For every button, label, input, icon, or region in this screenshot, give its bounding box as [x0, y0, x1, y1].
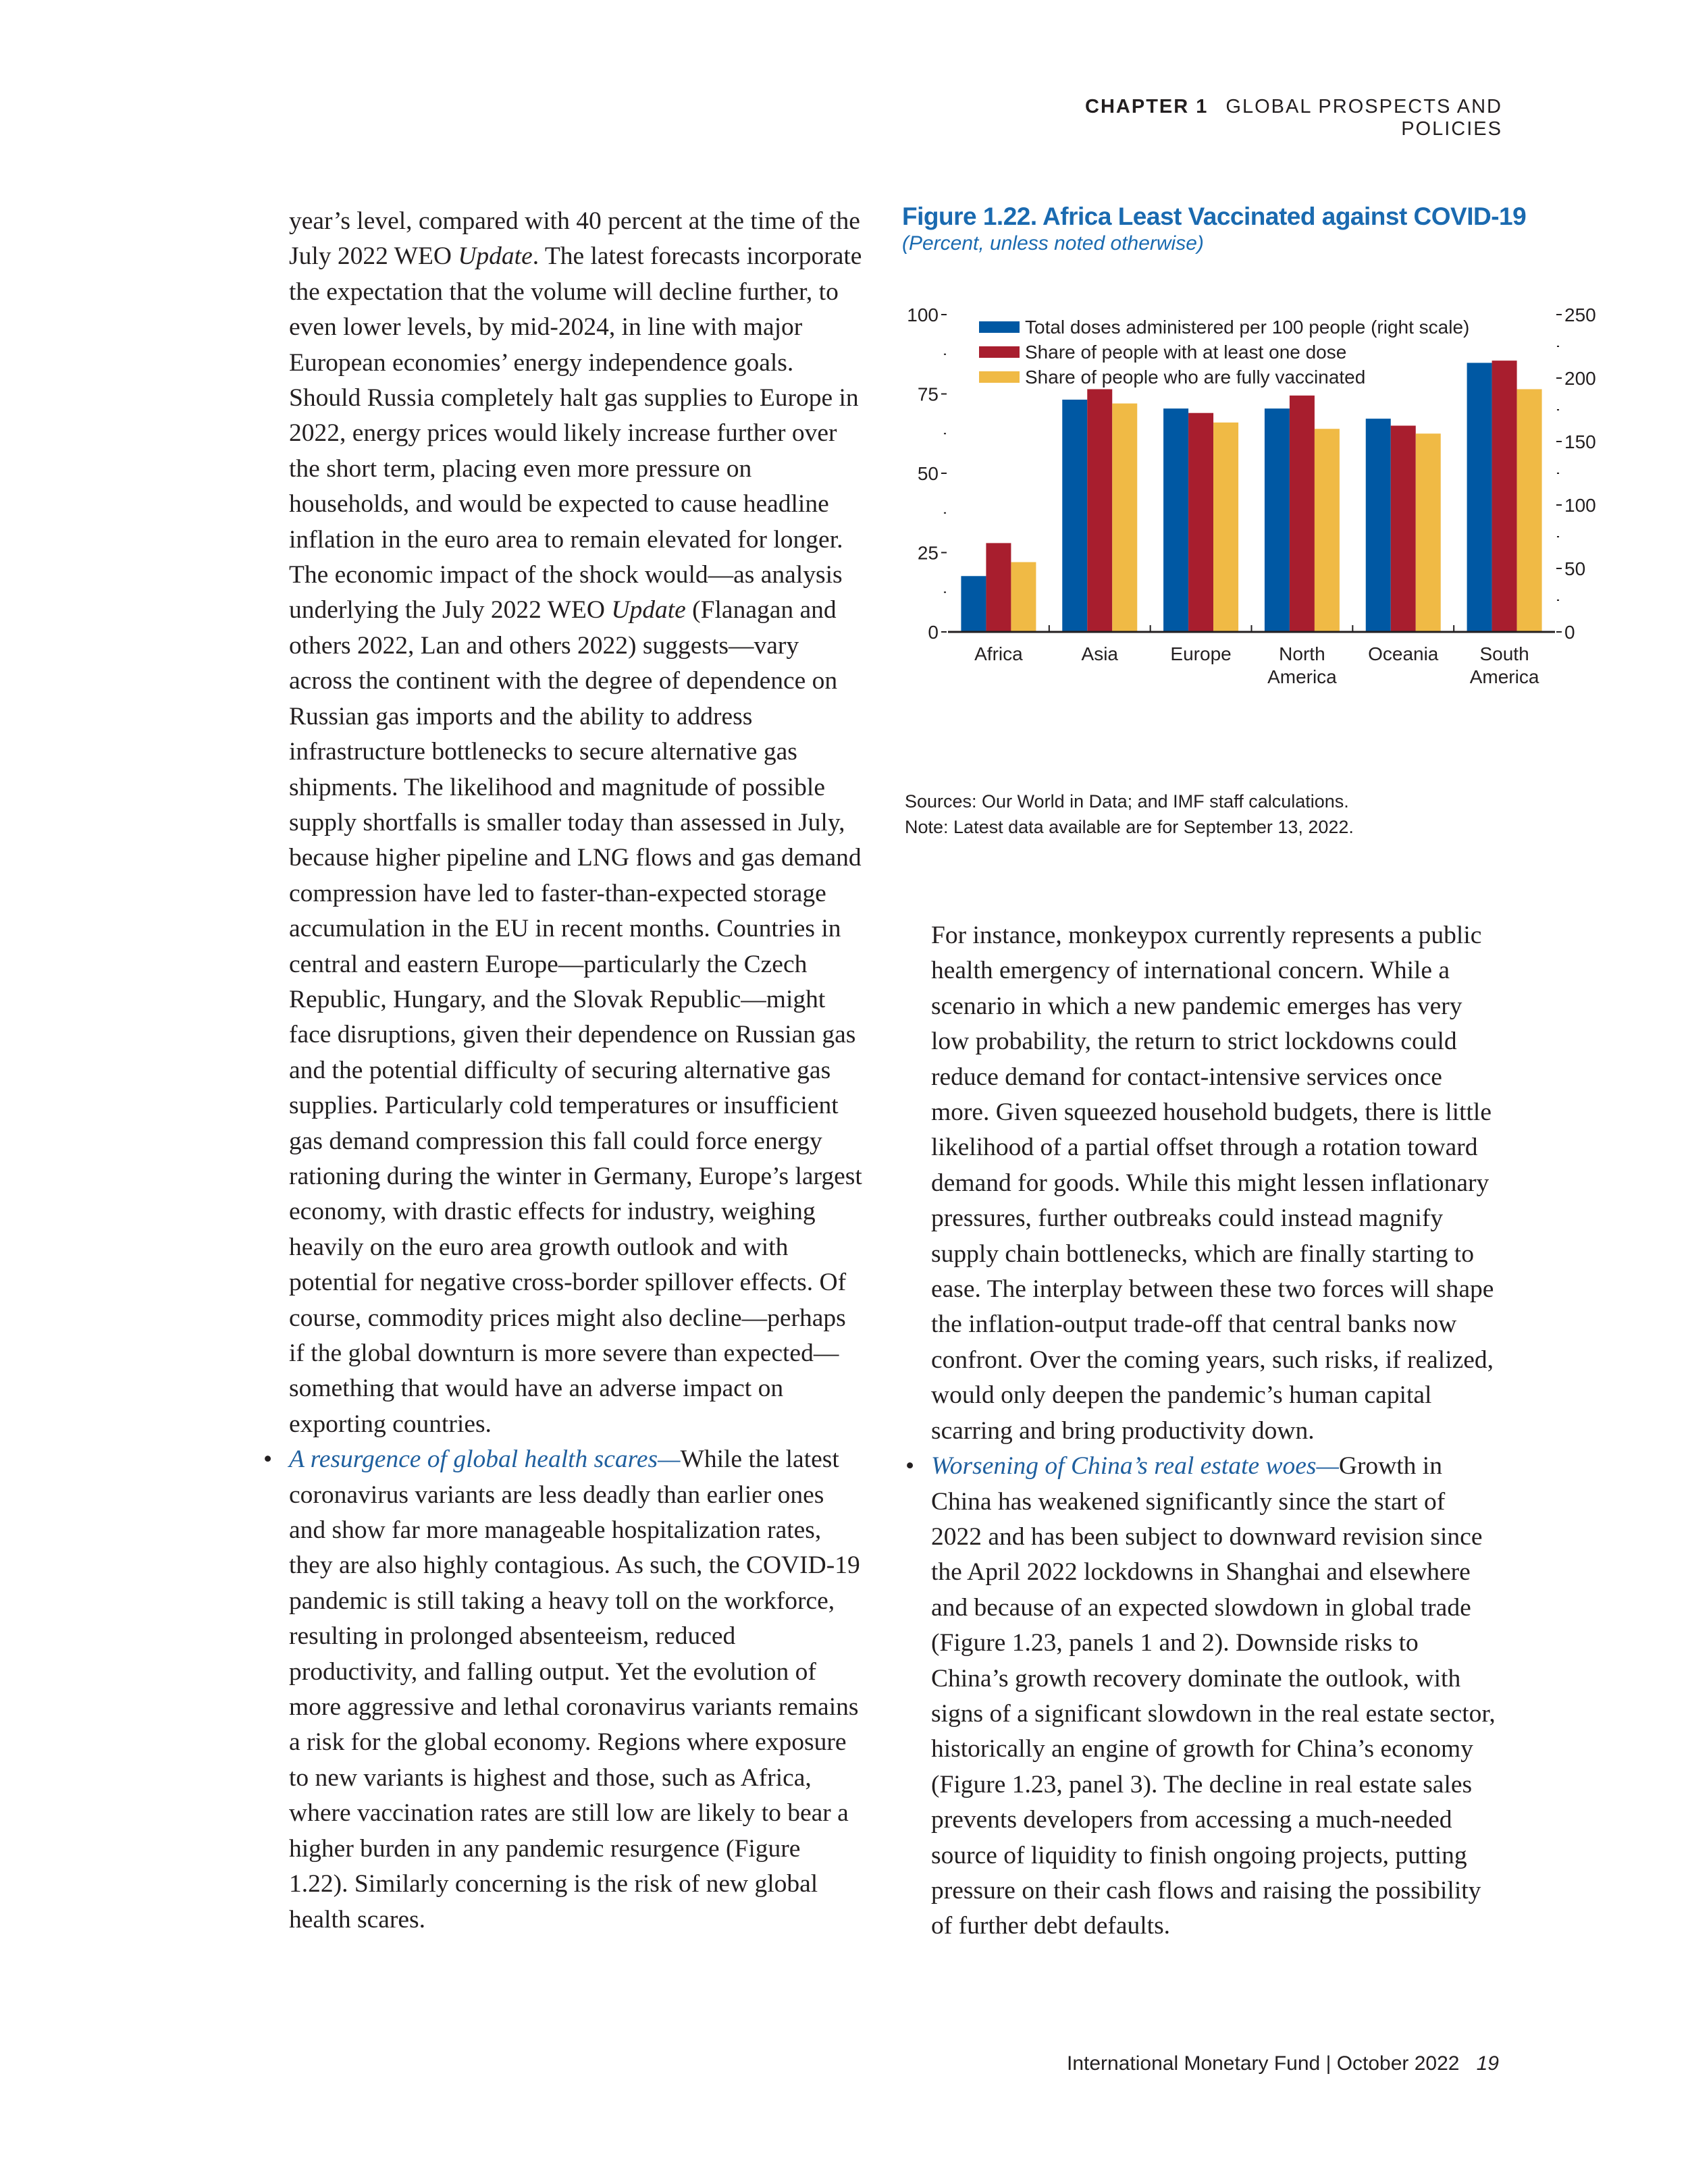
right-axis-label: 150 — [1564, 431, 1596, 452]
category-label: Oceania — [1368, 643, 1439, 664]
bar-chart — [891, 284, 1600, 770]
legend-label: Share of people who are fully vaccinated — [1025, 367, 1366, 388]
bar — [1290, 396, 1315, 632]
figure-header — [902, 203, 1577, 255]
figure-title: Figure 1.22. Africa Least Vaccinated against COVID-19 — [902, 203, 1527, 230]
bar — [1517, 389, 1542, 632]
bar — [1188, 413, 1213, 632]
bar — [1265, 408, 1290, 632]
bar — [1492, 361, 1517, 632]
paragraph: For instance, monkeypox currently represents a public health emergency of international concern. While a scenario in which a new pandemic emerges has very low probability, the return to strict lockdowns could reduce demand for contact-intensive services once more. Given squeezed household budgets, there is little likelihood of a partial offset through a rotation toward demand for goods. While this might lessen inflationary pressures, further outbreaks could instead magnify supply chain bottlenecks, which are finally starting to ease. The interplay between these two forces will shape the inflation-output trade-off that central banks now confront. Over the coming years, such risks, if realized, would only deepen the pandemic’s human capital scarring and bring productivity down. — [931, 922, 1494, 1445]
paragraph: year’s level, compared with 40 percent at the time of the July 2022 WEO Update. The latest forecasts incorporate the expectation that the volume will decline further, to even lower levels, by mid-2024, in line with major European economies’ energy independence goals. Should Russia completely halt gas supplies to Europe in 2022, energy prices would likely increase further over the short term, placing even more pressure on households, and would be expected to cause headline inflation in the euro area to remain elevated for longer. The economic impact of the shock would—as analysis underlying the July 2022 WEO Update (Flanagan and others 2022, Lan and others 2022) suggests—vary across the continent with the degree of dependence on Russian gas imports and the ability to address infrastructure bottlenecks to secure alternative gas shipments. The likelihood and magnitude of possible supply shortfalls is smaller today than assessed in July, because higher pipeline and LNG flows and gas demand compression have led to faster-than-expected storage accumulation in the EU in recent months. Countries in central and eastern Europe—particularly the Czech Republic, Hungary, and the Slovak Republic—might face disruptions, given their dependence on Russian gas and the potential difficulty of securing alternative gas supplies. Particularly cold temperatures or insufficient gas demand compression this fall could force energy rationing during the winter in Germany, Europe’s largest economy, with drastic effects for industry, weighing heavily on the euro area growth outlook and with potential for negative cross-border spillover effects. Of course, commodity prices might also decline—perhaps if the global downturn is more severe than expected—something that would have an adverse impact on exporting countries. — [289, 207, 862, 1438]
bullet-item: • A resurgence of global health scares—While the latest coronavirus variants are less deadly than earlier ones and show far more manageable hospitalization rates, they are also highly contagious. As such, the COVID-19 pandemic is still taking a heavy toll on the workforce, resulting in prolonged absenteeism, reduced productivity, and falling output. Yet the evolution of more aggressive and lethal coronavirus variants remains a risk for the global economy. Regions where exposure to new variants is highest and those, such as Africa, where vaccination rates are still low are likely to bear a higher burden in any pandemic resurgence (Figure 1.22). Similarly concerning is the risk of new global health scares. — [289, 1442, 863, 1938]
footer-date: October 2022 — [1336, 2052, 1460, 2075]
left-column — [263, 204, 863, 1938]
right-axis-label: 50 — [1564, 558, 1586, 579]
left-axis-label: 25 — [917, 542, 939, 564]
bar — [1315, 429, 1340, 632]
bullet-item: • Worsening of China’s real estate woes—Growth in China has weakened significantly since the start of 2022 and has been subject to downward revision since the April 2022 lockdowns in Shanghai and elsewhere and because of an expected slowdown in global trade (Figure 1.23, panels 1 and 2). Downside risks to China’s growth recovery dominate the outlook, with signs of a significant slowdown in the real estate sector, historically an engine of growth for China’s economy (Figure 1.23, panel 3). The decline in real estate sales prevents developers from accessing a much-needed source of liquidity to finish ongoing projects, putting pressure on their cash flows and raising the possibility of further debt defaults. — [931, 1449, 1498, 1944]
bullet-lead: A resurgence of global health scares— — [289, 1445, 681, 1474]
bar — [1213, 423, 1238, 632]
left-axis-label: 0 — [928, 622, 939, 643]
category-label: North — [1279, 643, 1325, 664]
bullet-lead: Worsening of China’s real estate woes— — [931, 1452, 1339, 1481]
category-label: Africa — [974, 643, 1023, 664]
figure-sources: Sources: Our World in Data; and IMF staff calculations. — [905, 791, 1349, 811]
bar — [1112, 404, 1137, 632]
chapter-label: CHAPTER 1 — [1085, 96, 1209, 117]
bar — [1163, 408, 1188, 632]
bar — [1087, 389, 1112, 632]
figure-notes — [905, 789, 1354, 840]
figure-subtitle: (Percent, unless noted otherwise) — [902, 232, 1204, 255]
bar — [986, 543, 1011, 632]
bar — [1062, 400, 1087, 632]
legend-label: Total doses administered per 100 people (right scale) — [1025, 317, 1470, 338]
legend-swatch — [979, 321, 1020, 333]
right-column — [905, 918, 1498, 1944]
category-label: Europe — [1170, 643, 1232, 664]
category-label: South — [1479, 643, 1529, 664]
right-axis-label: 0 — [1564, 622, 1575, 643]
left-axis-label: 75 — [917, 383, 939, 405]
bar — [1391, 426, 1416, 633]
bullet-icon: • — [263, 1445, 273, 1474]
footer-org: International Monetary Fund — [1067, 2052, 1321, 2075]
bar — [1467, 363, 1492, 632]
bar — [1011, 562, 1036, 632]
bullet-icon: • — [905, 1452, 915, 1481]
right-axis-label: 100 — [1564, 495, 1596, 516]
left-axis-label: 100 — [907, 304, 939, 325]
chapter-title: GLOBAL PROSPECTS AND POLICIES — [1225, 96, 1502, 140]
page-number: 19 — [1476, 2052, 1499, 2075]
left-axis-label: 50 — [917, 463, 939, 484]
category-label: Asia — [1081, 643, 1118, 664]
right-axis-label: 200 — [1564, 368, 1596, 389]
legend-swatch — [979, 371, 1020, 383]
category-label: America — [1267, 666, 1337, 687]
bar — [1366, 419, 1391, 632]
bar — [1416, 433, 1441, 632]
running-header — [1050, 96, 1502, 140]
page-footer: International Monetary Fund | October 2022 19 — [1067, 2052, 1499, 2075]
category-label: America — [1469, 666, 1539, 687]
figure-note: Note: Latest data available are for September 13, 2022. — [905, 817, 1354, 837]
legend-label: Share of people with at least one dose — [1025, 342, 1347, 363]
bar — [961, 576, 986, 632]
right-axis-label: 250 — [1564, 304, 1596, 325]
legend-swatch — [979, 346, 1020, 358]
